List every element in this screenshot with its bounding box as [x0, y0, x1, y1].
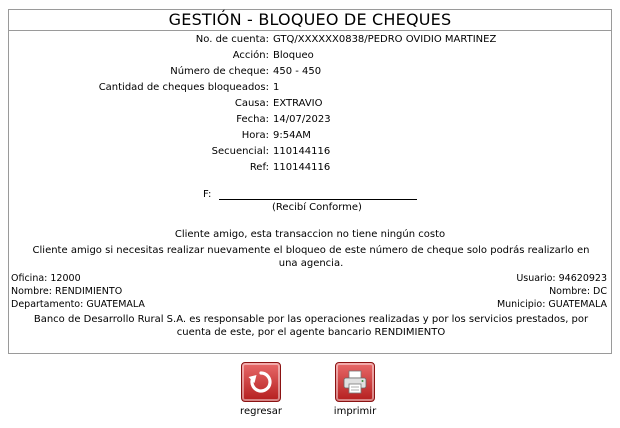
field-row-hora — [9, 128, 611, 144]
signature-caption: (Recibí Conforme) — [272, 202, 362, 213]
field-label: Cantidad de cheques bloqueados: — [98, 82, 269, 93]
field-row-fecha — [9, 112, 611, 128]
field-label: Acción: — [232, 50, 269, 61]
field-label: Ref: — [249, 162, 269, 173]
voucher-panel — [8, 9, 612, 354]
field-value: 1 — [273, 82, 280, 93]
field-value: Bloqueo — [273, 50, 314, 61]
field-value: 450 - 450 — [273, 66, 322, 77]
back-button[interactable] — [231, 362, 291, 419]
meta-nombre-agente: Nombre: RENDIMIENTO — [11, 286, 123, 297]
printer-icon — [335, 362, 375, 402]
no-cost-message: Cliente amigo, esta transaccion no tiene ningún costo — [174, 229, 446, 240]
field-value: 110144116 — [273, 162, 331, 173]
field-label: Hora: — [241, 130, 269, 141]
field-row-numero-cheque — [9, 64, 611, 80]
meta-departamento: Departamento: GUATEMALA — [11, 299, 145, 310]
print-button[interactable] — [325, 362, 385, 419]
page-title: GESTIÓN - BLOQUEO DE CHEQUES — [9, 10, 611, 31]
field-value: 110144116 — [273, 146, 331, 157]
field-row-accion — [9, 48, 611, 64]
print-button-label: imprimir — [333, 406, 377, 417]
field-value: 14/07/2023 — [273, 114, 331, 125]
meta-municipio: Municipio: GUATEMALA — [496, 299, 607, 310]
field-row-secuencial — [9, 144, 611, 160]
detail-fields — [9, 32, 611, 176]
disclaimer-text: Banco de Desarrollo Rural S.A. es responsable por las operaciones realizadas y por los servicios prestados, por cuenta de este, por el agente bancario RENDIMIENTO — [33, 314, 589, 338]
refresh-arrow-icon — [241, 362, 281, 402]
meta-usuario: Usuario: 94620923 — [516, 273, 607, 284]
meta-nombre-usuario: Nombre: DC — [549, 286, 607, 297]
field-row-cantidad — [9, 80, 611, 96]
field-label: No. de cuenta: — [195, 34, 269, 45]
back-button-label: regresar — [240, 406, 282, 417]
field-label: Fecha: — [236, 114, 269, 125]
field-row-cuenta — [9, 32, 611, 48]
field-value: 9:54AM — [273, 130, 311, 141]
field-label: Número de cheque: — [170, 66, 269, 77]
meta-oficina: Oficina: 12000 — [11, 273, 81, 284]
field-label: Causa: — [234, 98, 269, 109]
field-row-causa — [9, 96, 611, 112]
field-row-ref — [9, 160, 611, 176]
signature-prefix: F: — [203, 189, 212, 200]
agency-notice: Cliente amigo si necesitas realizar nuevamente el bloqueo de este número de cheque solo podrás realizarlo en una agencia. — [32, 245, 590, 269]
field-value: EXTRAVIO — [273, 98, 323, 109]
field-label: Secuencial: — [211, 146, 269, 157]
field-value: GTQ/XXXXXX0838/PEDRO OVIDIO MARTINEZ — [273, 34, 497, 45]
signature-line — [219, 199, 417, 200]
